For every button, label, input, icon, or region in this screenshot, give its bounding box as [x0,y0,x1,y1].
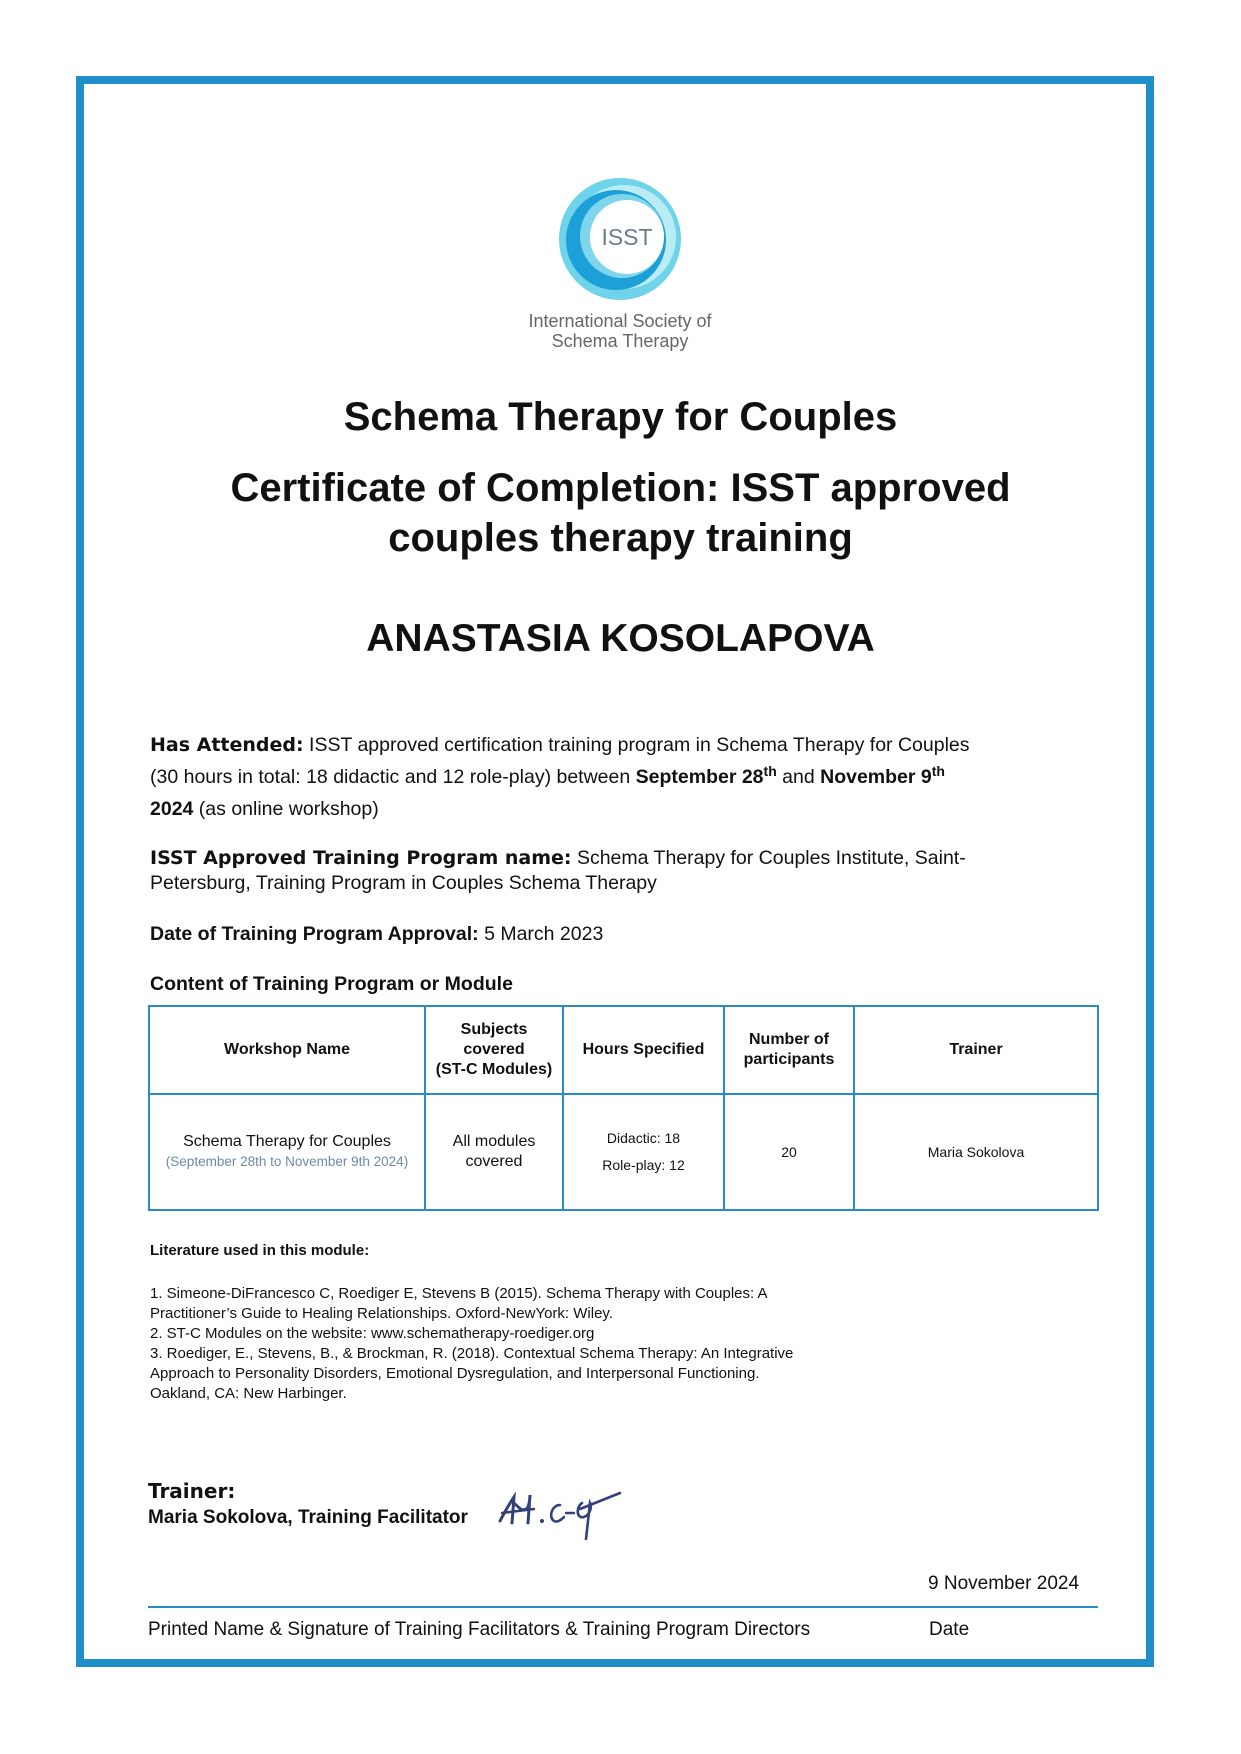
attended-label: Has Attended: [150,734,304,756]
header-subjects: Subjects covered (ST-C Modules) [425,1006,563,1094]
program-paragraph: ISST Approved Training Program name: Schema Therapy for Couples Institute, Saint-Petersburg, Training Program in Couples Schema Therapy [150,847,966,894]
start-date: September 28 [635,766,764,788]
end-date: November 9 [820,766,932,788]
footer-date-caption: Date [929,1619,970,1640]
table-header-row [149,1006,1098,1094]
logo-line1: International Society of [528,311,712,331]
header-workshop-name: Workshop Name [149,1006,425,1094]
isst-logo [0,0,1241,300]
trainer-label: Trainer: [148,1479,236,1503]
signature-line [148,1606,1098,1608]
workshop-dates: (September 28th to November 9th 2024) [165,1154,409,1169]
certificate-subtitle: Certificate of Completion: ISST approved couples therapy training [230,466,1011,560]
approval-paragraph [150,918,980,950]
approval-label: Date of Training Program Approval: [150,923,479,945]
literature-item: 3. Roediger, E., Stevens, B., & Brockman, R. (2018). Contextual Schema Therapy: An Integrative Approach to Personality Disorders, Emotional Dysregulation, and Interpersonal Functioning. Oakland, CA: New Harbinger. [150,1345,794,1402]
literature-item: 2. ST-C Modules on the website: www.schematherapy-roediger.org [150,1325,595,1342]
logo-acronym: ISST [601,224,653,250]
literature-list [150,1284,800,1404]
cell-hours: Didactic: 18 Role-play: 12 [563,1094,724,1210]
trainer-name: Maria Sokolova, Training Facilitator [148,1507,468,1528]
signature-image [490,1483,630,1543]
attended-paragraph: Has Attended: ISST approved certification training program in Schema Therapy for Couples (30 hours in total: 18 didactic and 12 role-play) between September 28th and November 9th 2024 (as online workshop) [150,734,970,820]
footer-signature-caption: Printed Name & Signature of Training Facilitators & Training Program Directors [148,1619,811,1640]
content-heading: Content of Training Program or Module [150,973,513,995]
header-trainer: Trainer [854,1006,1098,1094]
cell-participants: 20 [724,1094,854,1210]
program-label: ISST Approved Training Program name: [150,847,572,869]
certificate-title: Schema Therapy for Couples [343,395,898,439]
approval-date: 5 March 2023 [478,923,604,945]
header-participants: Number of participants [724,1006,854,1094]
logo-line2: Schema Therapy [551,331,689,351]
training-content-table [148,1005,1099,1211]
header-hours: Hours Specified [563,1006,724,1094]
recipient-name: ANASTASIA KOSOLAPOVA [366,617,875,660]
literature-item: 1. Simeone-DiFrancesco C, Roediger E, Stevens B (2015). Schema Therapy with Couples: A Practitioner’s Guide to Healing Relationships. Oxford-NewYork: Wiley. [150,1285,767,1322]
cell-trainer: Maria Sokolova [854,1094,1098,1210]
cell-workshop: Schema Therapy for Couples (September 28th to November 9th 2024) [149,1094,425,1210]
table-row [149,1094,1098,1210]
literature-heading: Literature used in this module: [150,1242,370,1259]
issue-date: 9 November 2024 [928,1573,1080,1594]
cell-subjects: All modules covered [425,1094,563,1210]
